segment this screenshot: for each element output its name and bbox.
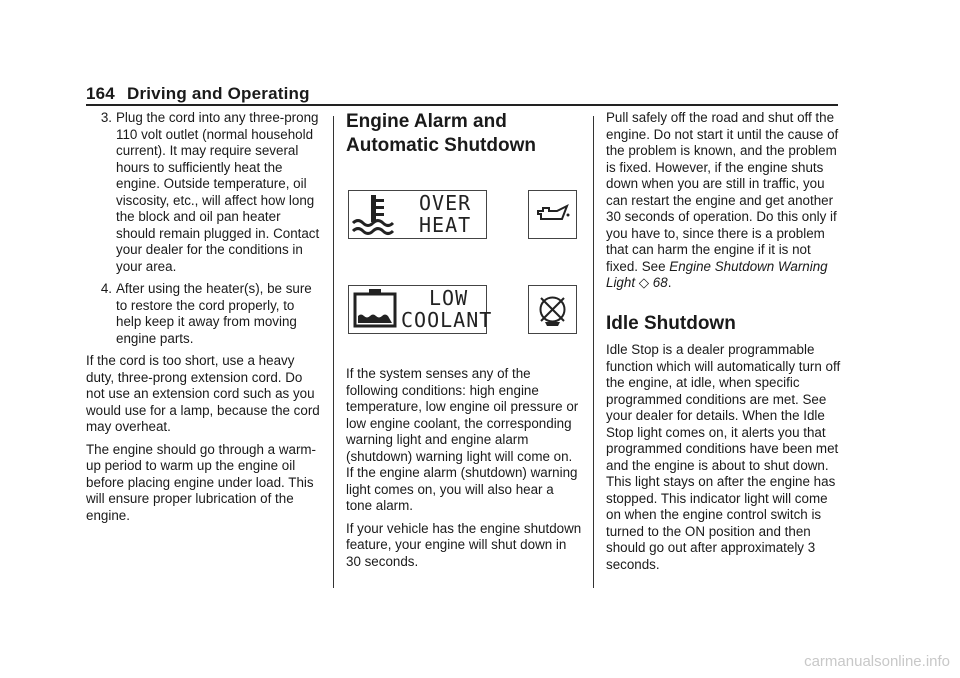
low-coolant-word-1: LOW: [429, 286, 469, 310]
header-rule: [86, 104, 838, 106]
overheat-word-1: OVER: [419, 191, 472, 215]
section-title: Driving and Operating: [126, 84, 310, 103]
page-reference[interactable]: ◇ 68: [638, 275, 668, 290]
engine-alarm-heading: Engine Alarm and Automatic Shutdown: [346, 111, 536, 156]
step-4: [86, 281, 322, 347]
idle-shutdown-heading: Idle Shutdown: [606, 313, 736, 334]
paragraph-warm-up: The engine should go through a warm-up period to warm up the engine oil before placing engine under load. This will ensure proper lubrication of the engine.: [86, 441, 317, 523]
step-number: 4.: [100, 281, 112, 296]
step-text: After using the heater(s), be sure to restore the cord properly, to help keep it away from moving engine parts.: [116, 281, 312, 346]
step-text: Plug the cord into any three-prong 110 volt outlet (normal household current). It may require several hours to sufficiently heat the engine. Outside temperature, oil viscosity, etc., will affect how long the block and oil pan heater should remain plugged in. Contact your dealer for the conditions in your area.: [116, 110, 320, 274]
page-number: 164: [86, 84, 115, 103]
engine-shutdown-light-link[interactable]: Engine Shutdown Warning Light: [606, 258, 828, 290]
oil-can-icon: [529, 191, 576, 238]
paragraph-pull-off: [606, 110, 842, 292]
watermark: carmanualsonline.info: [804, 653, 950, 670]
low-coolant-word-2: COOLANT: [401, 308, 493, 332]
pull-off-text: Pull safely off the road and shut off the engine. Do not start it until the cause of the problem is known, and the problem is fixed. However, if the engine shuts down when you are still in traffic, you can restart the engine and get another 30 seconds of operation. Do this only if you have to, since there is a problem that can harm the engine if it is not fixed. See: [606, 110, 839, 274]
paragraph-idle-stop: Idle Stop is a dealer programmable function which will automatically turn off the engine, at idle, when specific programmed conditions are met. See your dealer for details. When the Idle Stop light comes on, it alerts you that programmed conditions have been met and the engine is about to shut down. This light stays on after the engine has stopped. This indicator light will come on when the engine control switch is turned to the ON position and then should go out after approximately 3 seconds.: [606, 342, 841, 572]
paragraph-conditions: If the system senses any of the following conditions: high engine temperature, low engine oil pressure or low engine coolant, the corresponding warning light and engine alarm (shutdown) warning light will come on. If the engine alarm (shutdown) warning light comes on, you will also hear a tone alarm.: [346, 366, 579, 513]
step-number: 3.: [100, 110, 112, 125]
column-1: [86, 110, 322, 530]
paragraph-shutdown-feature: If your vehicle has the engine shutdown feature, your engine will shut down in 30 seconds.: [346, 520, 582, 569]
paragraph-extension-cord: If the cord is too short, use a heavy duty, three-prong extension cord. Do not use an extension cord such as you would use for a lamp, because the cord may overheat.: [86, 353, 320, 434]
engine-shutdown-indicator: [528, 285, 577, 334]
engine-shutdown-icon: [529, 286, 576, 333]
header-title: [86, 84, 838, 104]
step-3: [86, 110, 322, 275]
column-3: [606, 110, 842, 298]
column-divider-right: [593, 116, 594, 588]
overheat-word-2: HEAT: [419, 213, 472, 237]
idle-shutdown-body: [606, 342, 842, 579]
oil-pressure-indicator: [528, 190, 577, 239]
page-header: [86, 84, 838, 104]
column-divider-left: [333, 116, 334, 588]
pull-off-end: .: [667, 275, 672, 290]
overheat-indicator: [348, 190, 487, 239]
low-coolant-indicator: [348, 285, 493, 334]
column-2: [346, 366, 582, 576]
